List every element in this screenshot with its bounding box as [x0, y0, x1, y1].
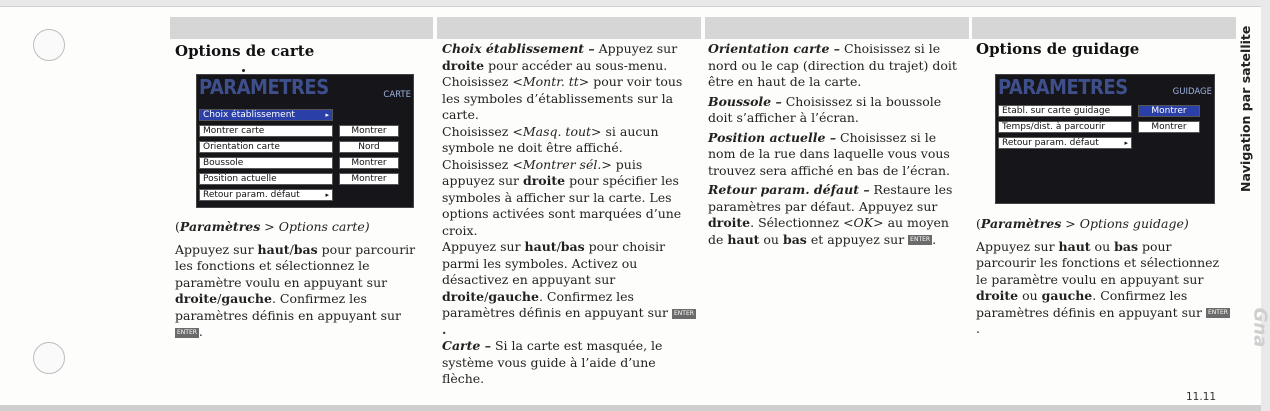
column-header-bar: [972, 17, 1236, 39]
section-heading: Options de guidage: [976, 40, 1140, 58]
menu-item-boussole[interactable]: Boussole: [199, 157, 333, 169]
menu-item-montrer-carte[interactable]: Montrer carte: [199, 125, 333, 137]
column-map-options: [175, 41, 420, 60]
value-temps-dist[interactable]: Montrer: [1138, 121, 1200, 133]
bleed-through-text: Gna: [1249, 307, 1270, 348]
enter-key-icon: ENTER: [910, 236, 931, 243]
column-header-bar: [437, 17, 701, 39]
column-header-bar: [705, 17, 969, 39]
chapter-side-tab: Navigation par satellite: [1238, 25, 1253, 192]
column-header-bar: [170, 17, 433, 39]
value-boussole[interactable]: Montrer: [339, 157, 399, 169]
menu-item-etabl-carte-guidage[interactable]: Etabl. sur carte guidage: [998, 105, 1132, 117]
paragraph-boussole: Boussole – Choisissez si la boussole doit s’afficher à l’écran.: [708, 93, 942, 125]
settings-screen-guidance: [995, 74, 1215, 204]
menu-item-retour-param-defaut[interactable]: Retour param. défaut ▸: [199, 189, 333, 201]
page-edge: [0, 405, 1261, 411]
menu-item-retour-param-defaut[interactable]: Retour param. défaut ▸: [998, 137, 1132, 149]
column-choix-etablissement: [442, 41, 698, 388]
caption: (Paramètres > Options guidage): [976, 216, 1189, 231]
paragraph-orientation: Orientation carte – Choisissez si le nord ou le cap (direction du trajet) doit être en haut de la carte.: [708, 41, 957, 89]
paragraph-position: Position actuelle – Choisissez si le nom de la rue dans laquelle vous vous trouvez sera affiché en bas de l’écran.: [708, 129, 951, 178]
caption: (Paramètres > Options carte): [175, 219, 370, 234]
body-paragraph: Appuyez sur haut/bas pour parcourir les fonctions et sélectionnez le paramètre voulu en appuyant sur droite/gauche. Confirmez les paramètres définis en appuyant sur ENTER .: [175, 241, 416, 339]
section-heading: Options de carte: [175, 42, 315, 60]
column-guidance-text: [976, 216, 1232, 338]
page-number: 11.11: [1186, 391, 1217, 403]
marker-dot: [242, 69, 245, 72]
value-position-actuelle[interactable]: Montrer: [339, 173, 399, 185]
paragraph-carte: Carte – Si la carte est masquée, le système vous guide à l’aide d’une flèche.: [442, 338, 663, 386]
enter-key-icon: ENTER: [177, 328, 197, 336]
screen-title: PARAMETRES: [199, 75, 329, 99]
chevron-right-icon: ▸: [325, 191, 329, 199]
value-montrer-carte[interactable]: Montrer: [339, 125, 399, 137]
menu-item-position-actuelle[interactable]: Position actuelle: [199, 173, 333, 185]
menu-item-choix-etablissement[interactable]: Choix établissement ▸: [199, 109, 333, 121]
column-orientation: [708, 41, 966, 248]
menu-item-temps-dist[interactable]: Temps/dist. à parcourir: [998, 121, 1132, 133]
paragraph-retour: Retour param. défaut – Restaure les paramètres par défaut. Appuyez sur droite. Sélectionnez <OK> au moyen de haut ou bas et appuyez sur ENTER .: [708, 182, 953, 247]
screen-tag: GUIDAGE: [1172, 87, 1212, 97]
chevron-right-icon: ▸: [325, 111, 329, 119]
column-guidance-options: [976, 41, 1232, 58]
menu-item-orientation-carte[interactable]: Orientation carte: [199, 141, 333, 153]
column-map-options-text: [175, 219, 420, 341]
value-etabl-carte-guidage[interactable]: Montrer: [1138, 105, 1200, 117]
paragraph-montrer-sel: Choisissez <Montrer sél.> puis appuyez sur droite pour spécifier les symboles à afficher sur la carte. Les options activées sont marquées d’une croix.: [442, 156, 682, 238]
paragraph-activation: Appuyez sur haut/bas pour choisir parmi les symboles. Activez ou désactivez en appuyant sur droite/gauche. Confirmez les paramètres définis en appuyant sur ENTER.: [442, 239, 694, 337]
enter-key-icon: ENTER: [674, 309, 694, 317]
screen-tag: CARTE: [383, 90, 411, 100]
enter-key-icon: ENTER: [1208, 309, 1228, 316]
screen-title: PARAMETRES: [998, 75, 1128, 99]
chevron-right-icon: ▸: [1124, 139, 1128, 147]
punch-hole-top: [33, 29, 65, 61]
punch-hole-bottom: [33, 342, 65, 374]
value-orientation-carte[interactable]: Nord: [339, 141, 399, 153]
manual-page: [0, 6, 1270, 409]
paragraph-masq-tout: Choisissez <Masq. tout> si aucun symbole ne doit être affiché.: [442, 123, 659, 155]
paragraph-choix: Choix établissement – Appuyez sur droite pour accéder au sous-menu.: [442, 41, 678, 73]
paragraph-montr-tt: Choisissez <Montr. tt> pour voir tous les symboles d’établissements sur la carte.: [442, 74, 683, 122]
body-paragraph: Appuyez sur haut ou bas pour parcourir les fonctions et sélectionnez le paramètre voulu en appuyant sur droite ou gauche. Confirmez les paramètres définis en appuyant sur ENTER.: [976, 238, 1228, 336]
settings-screen-map: [196, 74, 414, 208]
